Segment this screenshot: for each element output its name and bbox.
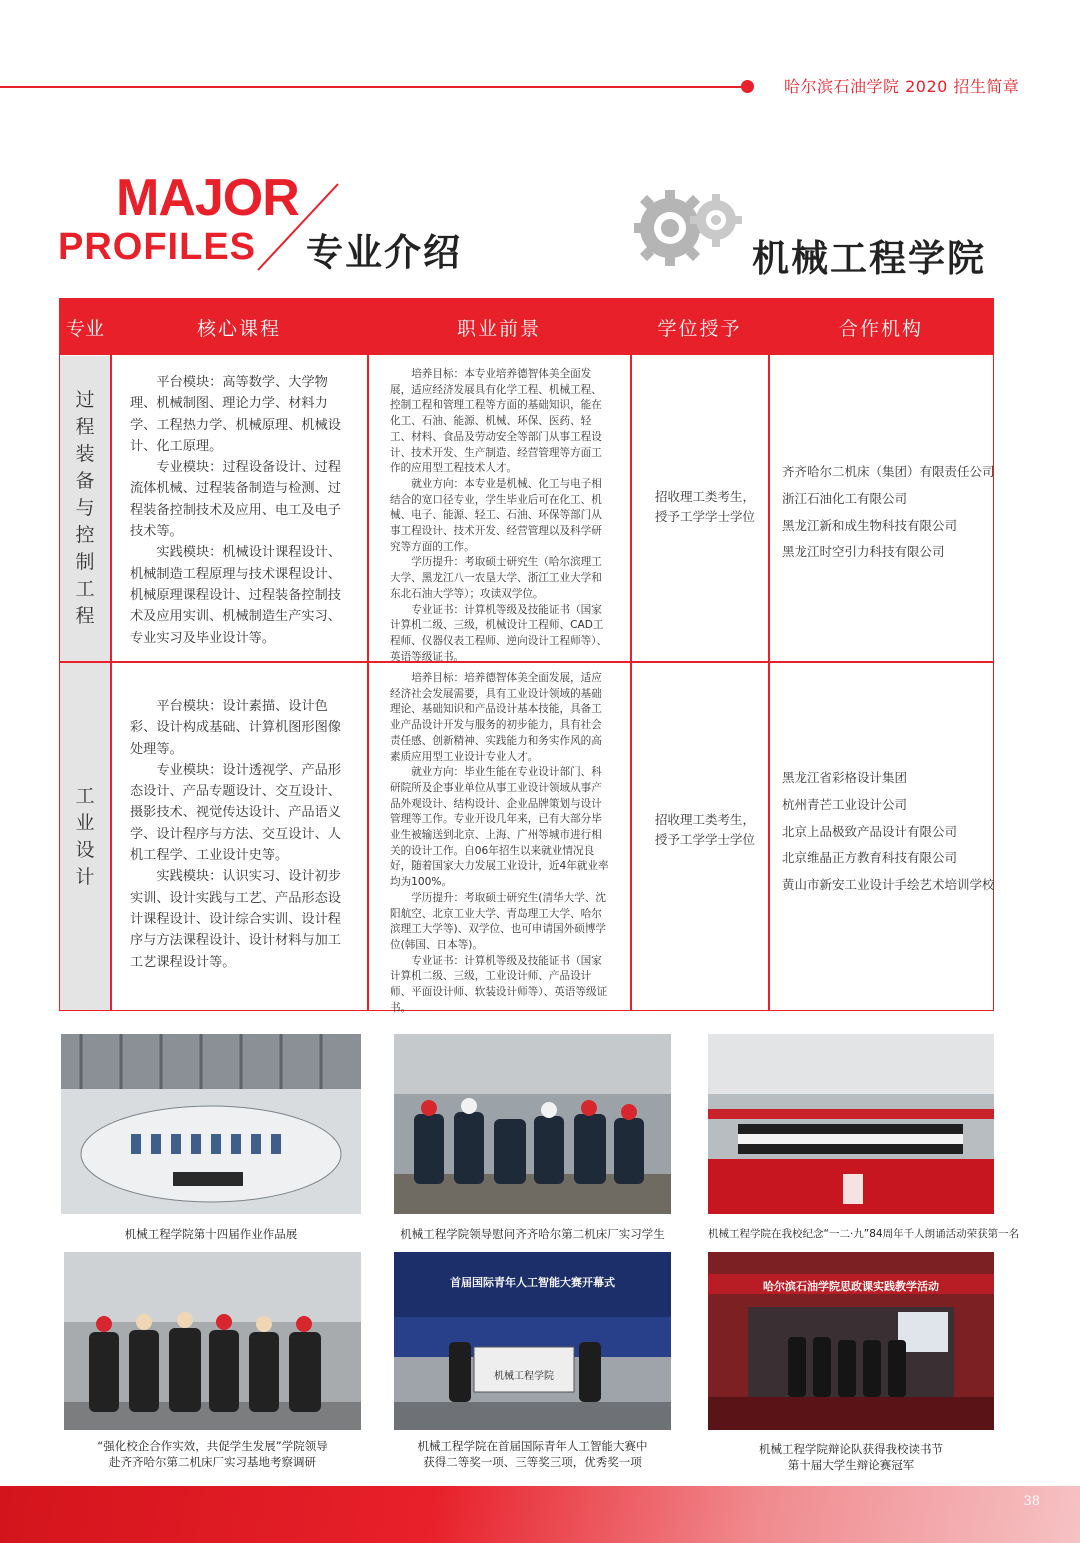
- caption-line: 机械工程学院在首届国际青年人工智能大赛中: [417, 1439, 648, 1453]
- college-name: 机械工程学院: [752, 237, 986, 280]
- footer-band: [0, 1486, 1080, 1543]
- major-name: 工业设计: [75, 784, 95, 888]
- prospect-paragraph: 学历提升：考取硕士研究生（哈尔滨理工大学、黑龙江八一农垦大学、浙江工业大学和东北石油大学等）；攻读双学位。: [390, 556, 602, 600]
- course-paragraph: 平台模块：高等数学、大学物理、机械制图、理论力学、材料力学、工程热力学、机械原理、机械设计、化工原理。: [130, 375, 341, 454]
- org-item: 齐齐哈尔二机床（集团）有限责任公司: [782, 464, 995, 479]
- section-title: 专业介绍: [306, 231, 462, 274]
- org-item: 黑龙江时空引力科技有限公司: [782, 544, 945, 560]
- prospects-cell: [390, 367, 611, 665]
- header-major: 专业: [60, 299, 110, 355]
- photo-caption: 机械工程学院在我校纪念“一二·九”84周年千人朗诵活动荣获第一名: [708, 1228, 1020, 1240]
- caption-line: 第十届大学生辩论赛冠军: [787, 1458, 915, 1472]
- course-paragraph: 实践模块：机械设计课程设计、机械制造工程原理与技术课程设计、机械原理课程设计、过程装备控制技术及应用实训、机械制造生产实习、专业实习及毕业设计等。: [130, 545, 342, 646]
- org-item: 北京维晶正方教育科技有限公司: [782, 850, 958, 866]
- page-number: 38: [1023, 1494, 1040, 1509]
- col-divider: [630, 299, 632, 1010]
- org-item: 浙江石油化工有限公司: [782, 490, 908, 506]
- degree-cell: 招收理工类考生，授予工学学士学位: [655, 489, 756, 524]
- photo-caption: 机械工程学院第十四届作业作品展: [124, 1227, 298, 1241]
- prospect-paragraph: 专业证书：计算机等级及技能证书（国家计算机二级、三级，工业设计师、产品设计师、平面设计师、软装设计师等）、英语等级证书。: [390, 954, 608, 1014]
- photo-factory-visit: [394, 1034, 671, 1214]
- orgs-cell: [782, 765, 995, 899]
- org-item: 黄山市新安工业设计手绘艺术培训学校: [782, 877, 995, 893]
- photo-caption: 机械工程学院领导慰问齐齐哈尔第二机床厂实习学生: [400, 1227, 665, 1241]
- courses-cell: [130, 372, 348, 649]
- org-item: 黑龙江省彩格设计集团: [782, 770, 908, 785]
- photo-caption: [394, 1438, 671, 1470]
- photo-debate: [708, 1252, 994, 1430]
- prospects-cell: [390, 671, 611, 1016]
- major-heading: MAJOR: [116, 169, 299, 227]
- photo-caption: [708, 1441, 994, 1473]
- col-divider: [110, 299, 112, 1010]
- caption-line: 获得二等奖一项、三等奖三项，优秀奖一项: [423, 1455, 642, 1469]
- course-paragraph: 专业模块：设计透视学、产品形态设计、产品专题设计、交互设计、摄影技术、视觉传达设计、产品语义学、设计程序与方法、交互设计、人机工程学、工业设计史等。: [130, 762, 342, 864]
- major-table: [59, 298, 995, 1014]
- header-prospects: 职业前景: [368, 299, 630, 355]
- photo-banner-text: 哈尔滨石油学院思政课实践教学活动: [763, 1280, 939, 1293]
- col-divider: [768, 299, 770, 1010]
- photo-caption: [64, 1438, 361, 1470]
- caption-line: 赴齐齐哈尔第二机床厂实习基地考察调研: [109, 1455, 316, 1469]
- prospect-paragraph: 就业方向：毕业生能在专业设计部门、科研院所及企事业单位从事工业设计领域从事产品外观设计、结构设计、企业品牌策划与设计管理等工作。专业开设几年来，已有大部分毕业生被输送到北京、上海、广州等城市进行相关的设计工作。自06年招生以来就业情况良好，随着国家大力发展工业设计，近4年就业率均为100%。: [390, 766, 609, 889]
- photo-recitation: [708, 1034, 994, 1214]
- course-paragraph: 平台模块：设计素描、设计色彩、设计构成基础、计算机图形图像处理等。: [130, 699, 341, 757]
- caption-line: “强化校企合作实效，共促学生发展”学院领导: [97, 1439, 328, 1453]
- org-item: 黑龙江新和成生物科技有限公司: [782, 517, 958, 533]
- photo-ai-contest: [394, 1252, 671, 1430]
- flag-text: 机械工程学院: [494, 1371, 554, 1382]
- orgs-cell: [782, 459, 995, 566]
- major-cell-industrial-design: [60, 663, 110, 1010]
- profiles-heading: PROFILES: [58, 226, 257, 268]
- prospect-paragraph: 专业证书：计算机等级及技能证书（国家计算机二级、三级，机械设计工程师、CAD工程师、仪器仪表工程师、逆向设计工程师等）、英语等级证书。: [390, 603, 608, 663]
- course-paragraph: 专业模块：过程设备设计、过程流体机械、过程装备制造与检测、过程装备控制技术及应用、电工及电子技术等。: [130, 460, 342, 540]
- major-cell-process-equipment: [60, 356, 110, 661]
- major-name: 过程装备与控制工程: [75, 389, 95, 627]
- photo-exhibition: [61, 1034, 361, 1214]
- header-degree: 学位授予: [631, 299, 768, 355]
- caption-line: 机械工程学院辩论队获得我校读书节: [759, 1442, 943, 1456]
- degree-cell: 招收理工类考生，授予工学学士学位: [655, 812, 756, 847]
- org-item: 北京上品极致产品设计有限公司: [782, 823, 958, 839]
- header-dot: [741, 80, 754, 93]
- photo-base-inspection: [64, 1252, 361, 1430]
- prospect-paragraph: 培养目标：本专业培养德智体美全面发展，适应经济发展具有化学工程、机械工程、控制工程和管理工程等方面的基础知识，能在化工、石油、能源、机械、环保、医药、轻工、材料、食品及劳动安全等部门从事工程设计、技术开发、生产制造、经营管理等方面工作的应用型工程技术人才。: [390, 368, 602, 475]
- header-courses: 核心课程: [111, 299, 367, 355]
- prospect-paragraph: 学历提升：考取硕士研究生(清华大学、沈阳航空、北京工业大学、青岛理工大学、哈尔滨理工大学等)、双学位、也可申请国外硕博学位(韩国、日本等)。: [390, 891, 607, 951]
- courses-cell: [130, 696, 348, 973]
- prospect-paragraph: 培养目标：培养德智体美全面发展，适应经济社会发展需要，具有工业设计领域的基础理论、基础知识和产品设计基本技能，具备工业产品设计开发与服务的初步能力，具有社会责任感、创新精神、实践能力和务实作风的高素质应用型工业设计专业人才。: [390, 672, 602, 763]
- brochure-title: 哈尔滨石油学院 2020 招生简章: [784, 77, 1020, 96]
- prospect-paragraph: 就业方向：本专业是机械、化工与电子相结合的宽口径专业，学生毕业后可在化工、机械、电子、能源、轻工、石油、环保等部门从事工程设计、技术开发、经营管理以及科学研究等方面的工作。: [390, 477, 602, 553]
- header-orgs: 合作机构: [769, 299, 993, 355]
- org-item: 杭州青芒工业设计公司: [782, 796, 908, 812]
- photo-banner-text: 首届国际青年人工智能大赛开幕式: [450, 1276, 615, 1289]
- course-paragraph: 实践模块：认识实习、设计初步实训、设计实践与工艺、产品形态设计课程设计、设计综合实训、设计程序与方法课程设计、设计材料与加工工艺课程设计等。: [130, 869, 342, 970]
- header-rule: [0, 86, 748, 88]
- col-divider: [367, 299, 369, 1010]
- gear-icon: [630, 182, 752, 270]
